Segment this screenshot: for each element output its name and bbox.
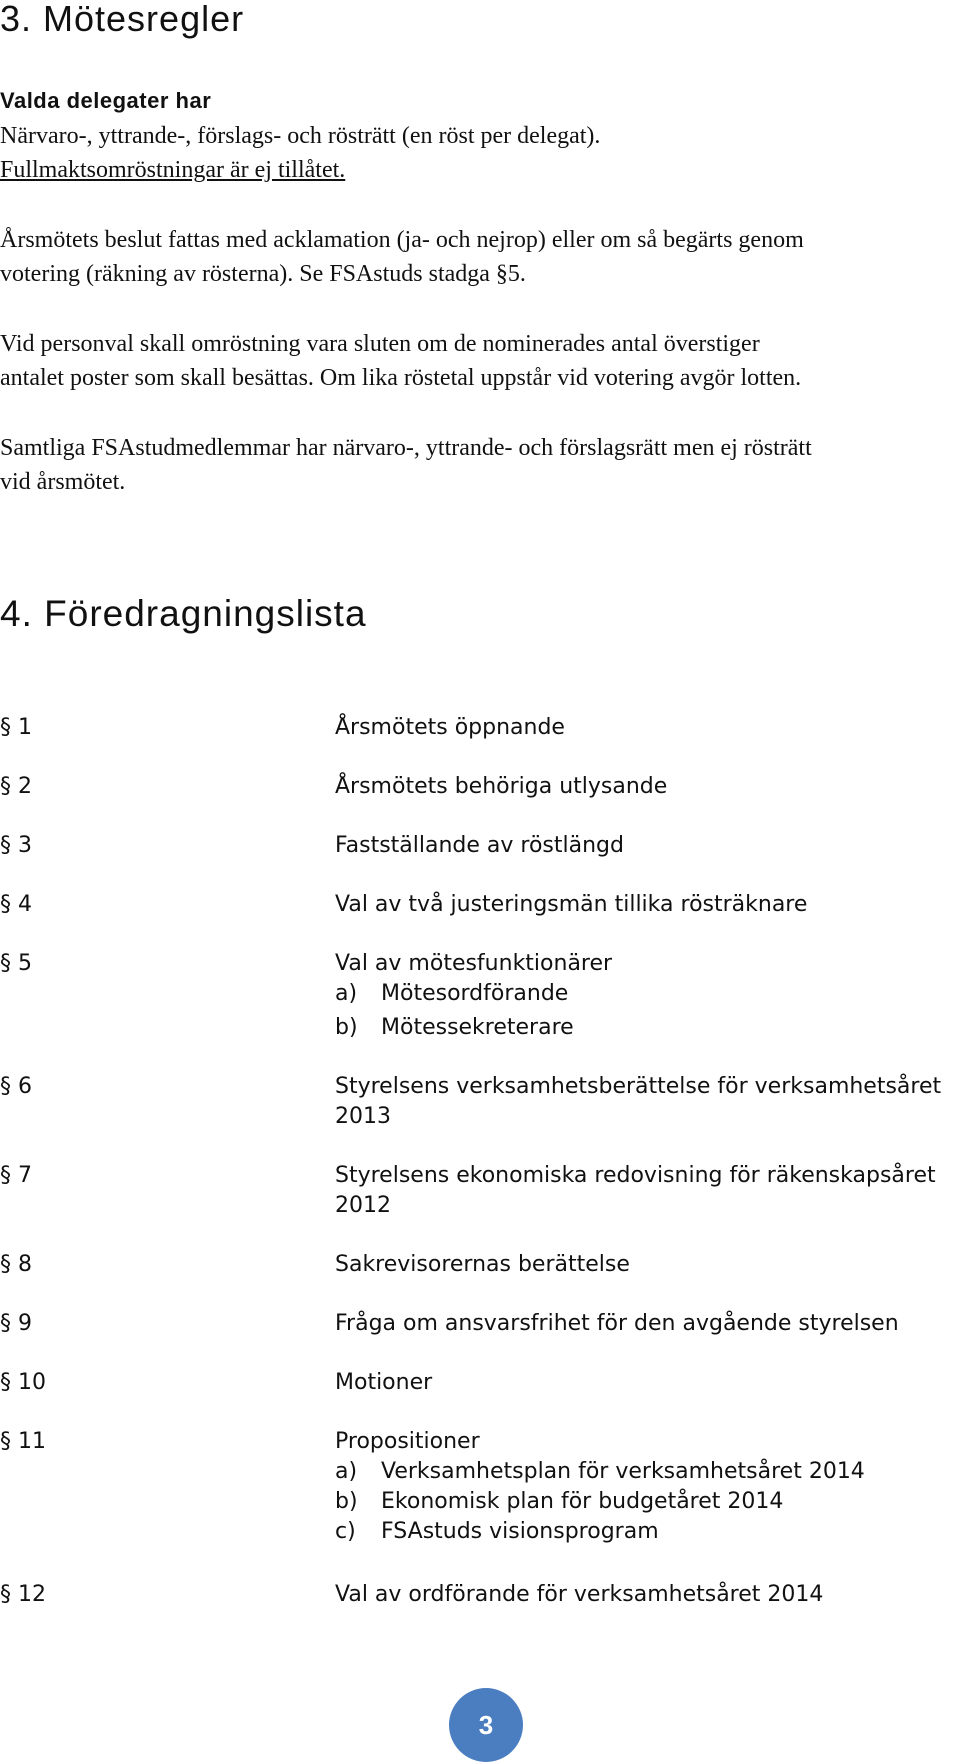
agenda-item xyxy=(335,890,955,920)
members-rights-paragraph xyxy=(0,431,960,499)
subitem-text: Mötesordförande xyxy=(381,981,569,1006)
agenda-number: § 6 xyxy=(0,1074,32,1099)
agenda-item xyxy=(335,1161,955,1221)
agenda-number: § 2 xyxy=(0,774,32,799)
agenda-number: § 10 xyxy=(0,1370,46,1395)
agenda-item xyxy=(335,831,955,861)
decision-line-2: votering (räkning av rösterna). Se FSAstuds stadga §5. xyxy=(0,261,526,287)
delegates-paragraph xyxy=(0,119,960,187)
personnel-line-2: antalet poster som skall besättas. Om lika röstetal uppstår vid votering avgör lotten. xyxy=(0,365,802,391)
subitem-text: Verksamhetsplan för verksamhetsåret 2014 xyxy=(381,1459,865,1484)
agenda-number: § 5 xyxy=(0,951,32,976)
agenda-item xyxy=(335,1250,955,1280)
delegates-subheading: Valda delegater har xyxy=(0,88,212,113)
agenda-item-title: Årsmötets öppnande xyxy=(335,715,565,740)
agenda-item-title: Val av mötesfunktionärer xyxy=(335,951,613,976)
agenda-item xyxy=(335,1072,955,1132)
decision-paragraph xyxy=(0,223,960,291)
agenda-item-title: Styrelsens verksamhetsberättelse för verksamhetsåret xyxy=(335,1074,942,1099)
agenda-number: § 9 xyxy=(0,1311,32,1336)
agenda-item xyxy=(335,1309,955,1339)
agenda-item-title: Motioner xyxy=(335,1370,433,1395)
members-line-1: Samtliga FSAstudmedlemmar har närvaro-, yttrande- och förslagsrätt men ej rösträtt xyxy=(0,435,812,461)
subitem-text: FSAstuds visionsprogram xyxy=(381,1519,659,1544)
agenda-item xyxy=(335,772,955,802)
agenda-number: § 12 xyxy=(0,1582,46,1607)
agenda-item-title: Fråga om ansvarsfrihet för den avgående styrelsen xyxy=(335,1311,899,1336)
agenda-item-title-continued: 2013 xyxy=(335,1104,391,1129)
agenda-item xyxy=(335,1427,955,1547)
agenda-number: § 3 xyxy=(0,833,32,858)
agenda-item-title: Propositioner xyxy=(335,1429,480,1454)
subitem-label: c) xyxy=(335,1519,356,1544)
agenda-subitem xyxy=(335,1517,955,1547)
agenda-item-title: Fastställande av röstlängd xyxy=(335,833,624,858)
agenda-item xyxy=(335,1580,955,1610)
agenda-subitem xyxy=(335,979,955,1009)
agenda-subitem xyxy=(335,1487,955,1517)
section-4-heading: 4. Föredragningslista xyxy=(0,593,367,634)
members-line-2: vid årsmötet. xyxy=(0,469,126,495)
agenda-item-title: Sakrevisorernas berättelse xyxy=(335,1252,630,1277)
agenda-number: § 8 xyxy=(0,1252,32,1277)
agenda-item-title: Styrelsens ekonomiska redovisning för räkenskapsåret xyxy=(335,1163,936,1188)
agenda-number: § 7 xyxy=(0,1163,32,1188)
subitem-label: a) xyxy=(335,981,358,1006)
personnel-election-paragraph xyxy=(0,327,960,395)
agenda-item xyxy=(335,1368,955,1398)
personnel-line-1: Vid personval skall omröstning vara sluten om de nominerades antal överstiger xyxy=(0,331,760,357)
subitem-text: Ekonomisk plan för budgetåret 2014 xyxy=(381,1489,784,1514)
subitem-label: b) xyxy=(335,1489,358,1514)
agenda-item-title: Val av ordförande för verksamhetsåret 2014 xyxy=(335,1582,824,1607)
agenda-item-title: Årsmötets behöriga utlysande xyxy=(335,774,668,799)
subitem-label: a) xyxy=(335,1459,358,1484)
agenda-item-title-continued: 2012 xyxy=(335,1193,391,1218)
subitem-label: b) xyxy=(335,1015,358,1040)
agenda-number: § 4 xyxy=(0,892,32,917)
page-number-badge: 3 xyxy=(449,1688,523,1762)
delegates-rights-line: Närvaro-, yttrande-, förslags- och rösträtt (en röst per delegat). xyxy=(0,123,601,149)
agenda-item xyxy=(335,949,955,1043)
agenda-subitem xyxy=(335,1013,955,1043)
agenda-number: § 1 xyxy=(0,715,32,740)
decision-line-1: Årsmötets beslut fattas med acklamation (ja- och nejrop) eller om så begärts genom xyxy=(0,227,804,253)
subitem-text: Mötessekreterare xyxy=(381,1015,574,1040)
agenda-number: § 11 xyxy=(0,1429,46,1454)
section-3-heading: 3. Mötesregler xyxy=(0,0,245,39)
agenda-item-title: Val av två justeringsmän tillika rösträknare xyxy=(335,892,808,917)
proxy-voting-line: Fullmaktsomröstningar är ej tillåtet. xyxy=(0,157,346,183)
agenda-subitem xyxy=(335,1457,955,1487)
agenda-item xyxy=(335,713,955,743)
